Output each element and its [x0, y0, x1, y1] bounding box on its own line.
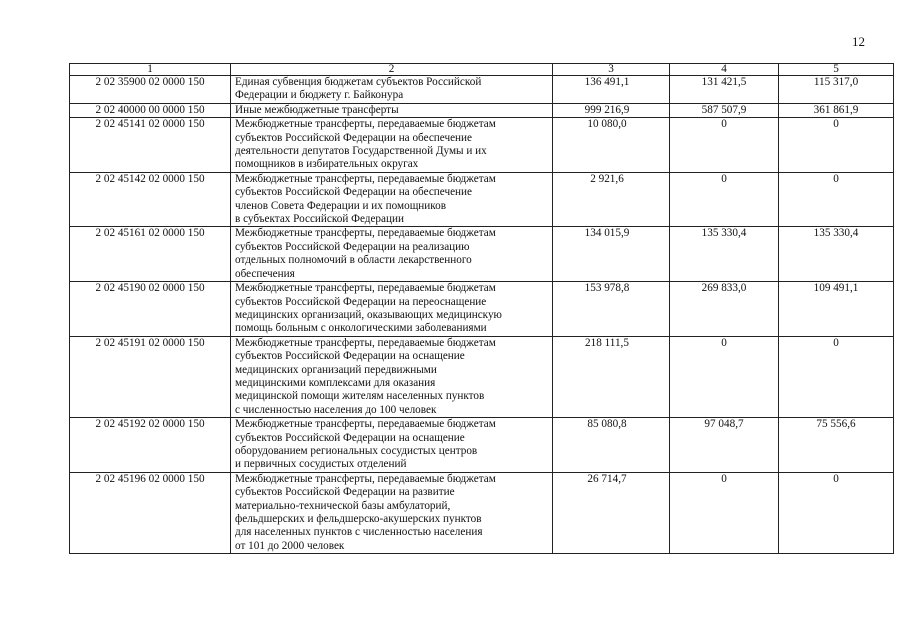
description-line: Межбюджетные трансферты, передаваемые бюджетам — [235, 172, 496, 185]
value-cell-col4: 97 048,7 — [670, 418, 779, 473]
description-line: медицинской помощи жителям населенных пунктов — [235, 390, 485, 403]
description-line: оборудованием региональных сосудистых центров — [235, 444, 478, 457]
page-number: 12 — [852, 34, 865, 49]
table-row — [70, 172, 894, 227]
budget-table — [69, 63, 894, 554]
value-cell-col5: 0 — [779, 172, 894, 227]
value-cell-col4: 135 330,4 — [670, 227, 779, 282]
budget-code-cell: 2 02 45161 02 0000 150 — [70, 227, 231, 282]
value-cell-col5: 75 556,6 — [779, 418, 894, 473]
value-cell-col5: 115 317,0 — [779, 76, 894, 104]
value-cell-col3: 26 714,7 — [553, 472, 670, 553]
description-line: материально-технической базы амбулаторий, — [235, 499, 451, 512]
budget-code-cell: 2 02 45192 02 0000 150 — [70, 418, 231, 473]
budget-code-cell: 2 02 45191 02 0000 150 — [70, 336, 231, 417]
description-line: медицинских организаций, оказывающих медицинскую — [235, 308, 502, 321]
budget-code-cell: 2 02 45190 02 0000 150 — [70, 282, 231, 337]
description-line: субъектов Российской Федерации на развитие — [235, 486, 455, 499]
description-line: субъектов Российской Федерации на обеспечение — [235, 186, 472, 199]
value-cell-col4: 0 — [670, 172, 779, 227]
value-cell-col3: 153 978,8 — [553, 282, 670, 337]
description-line: Межбюджетные трансферты, передаваемые бюджетам — [235, 418, 496, 431]
description-cell — [231, 76, 553, 104]
description-cell — [231, 118, 553, 173]
value-cell-col5: 0 — [779, 472, 894, 553]
description-line: Федерации и бюджету г. Байконура — [235, 89, 404, 102]
value-cell-col3: 2 921,6 — [553, 172, 670, 227]
description-line: отдельных полномочий в области лекарственного — [235, 254, 472, 267]
description-line: медицинских организаций передвижными — [235, 363, 437, 376]
description-line: обеспечения — [235, 267, 295, 280]
column-header: 2 — [231, 64, 553, 76]
description-line: субъектов Российской Федерации на оснащение — [235, 431, 465, 444]
description-line: субъектов Российской Федерации на оснащение — [235, 350, 465, 363]
description-line: для населенных пунктов с численностью населения — [235, 526, 483, 539]
table-row — [70, 118, 894, 173]
budget-code-cell: 2 02 45196 02 0000 150 — [70, 472, 231, 553]
description-line: помощников в избирательных округах — [235, 158, 419, 171]
value-cell-col5: 135 330,4 — [779, 227, 894, 282]
description-line: Межбюджетные трансферты, передаваемые бюджетам — [235, 118, 496, 131]
budget-code-cell: 2 02 45141 02 0000 150 — [70, 118, 231, 173]
value-cell-col3: 218 111,5 — [553, 336, 670, 417]
table-row — [70, 472, 894, 553]
description-line: членов Совета Федерации и их помощников — [235, 199, 447, 212]
value-cell-col4: 131 421,5 — [670, 76, 779, 104]
description-cell — [231, 103, 553, 117]
column-header: 5 — [779, 64, 894, 76]
description-line: субъектов Российской Федерации на обеспечение — [235, 131, 472, 144]
description-line: от 101 до 2000 человек — [235, 539, 345, 552]
table-row — [70, 418, 894, 473]
table-header-row — [70, 64, 894, 76]
value-cell-col3: 134 015,9 — [553, 227, 670, 282]
table-row — [70, 103, 894, 117]
description-line: фельдшерских и фельдшерско-акушерских пунктов — [235, 513, 482, 525]
value-cell-col5: 0 — [779, 336, 894, 417]
value-cell-col3: 136 491,1 — [553, 76, 670, 104]
description-line: субъектов Российской Федерации на переоснащение — [235, 295, 487, 308]
value-cell-col4: 269 833,0 — [670, 282, 779, 337]
description-line: Межбюджетные трансферты, передаваемые бюджетам — [235, 282, 496, 295]
value-cell-col3: 10 080,0 — [553, 118, 670, 173]
description-line: и первичных сосудистых отделений — [235, 458, 407, 471]
value-cell-col5: 0 — [779, 118, 894, 173]
description-cell — [231, 227, 553, 282]
table-row — [70, 336, 894, 417]
budget-code-cell: 2 02 35900 02 0000 150 — [70, 76, 231, 104]
description-cell — [231, 336, 553, 417]
description-line: деятельности депутатов Государственной Думы и их — [235, 145, 487, 158]
budget-code-cell: 2 02 40000 00 0000 150 — [70, 103, 231, 117]
value-cell-col4: 0 — [670, 336, 779, 417]
table-row — [70, 282, 894, 337]
description-line: Единая субвенция бюджетам субъектов Российской — [235, 76, 482, 88]
value-cell-col3: 999 216,9 — [553, 103, 670, 117]
description-line: в субъектах Российской Федерации — [235, 213, 404, 226]
column-header: 3 — [553, 64, 670, 76]
column-header: 4 — [670, 64, 779, 76]
value-cell-col4: 587 507,9 — [670, 103, 779, 117]
description-line: медицинскими комплексами для оказания — [235, 376, 436, 389]
value-cell-col3: 85 080,8 — [553, 418, 670, 473]
description-line: Межбюджетные трансферты, передаваемые бюджетам — [235, 472, 496, 485]
table-row — [70, 76, 894, 104]
description-line: с численностью населения до 100 человек — [235, 403, 437, 416]
value-cell-col5: 109 491,1 — [779, 282, 894, 337]
value-cell-col4: 0 — [670, 472, 779, 553]
value-cell-col4: 0 — [670, 118, 779, 173]
description-line: Иные межбюджетные трансферты — [235, 103, 399, 116]
description-line: Межбюджетные трансферты, передаваемые бюджетам — [235, 227, 496, 240]
description-line: Межбюджетные трансферты, передаваемые бюджетам — [235, 336, 496, 349]
description-line: помощь больным с онкологическими заболеваниями — [235, 322, 487, 335]
description-cell — [231, 282, 553, 337]
description-line: субъектов Российской Федерации на реализацию — [235, 240, 470, 253]
description-cell — [231, 472, 553, 553]
budget-code-cell: 2 02 45142 02 0000 150 — [70, 172, 231, 227]
value-cell-col5: 361 861,9 — [779, 103, 894, 117]
description-cell — [231, 418, 553, 473]
description-cell — [231, 172, 553, 227]
table-row — [70, 227, 894, 282]
column-header: 1 — [70, 64, 231, 76]
